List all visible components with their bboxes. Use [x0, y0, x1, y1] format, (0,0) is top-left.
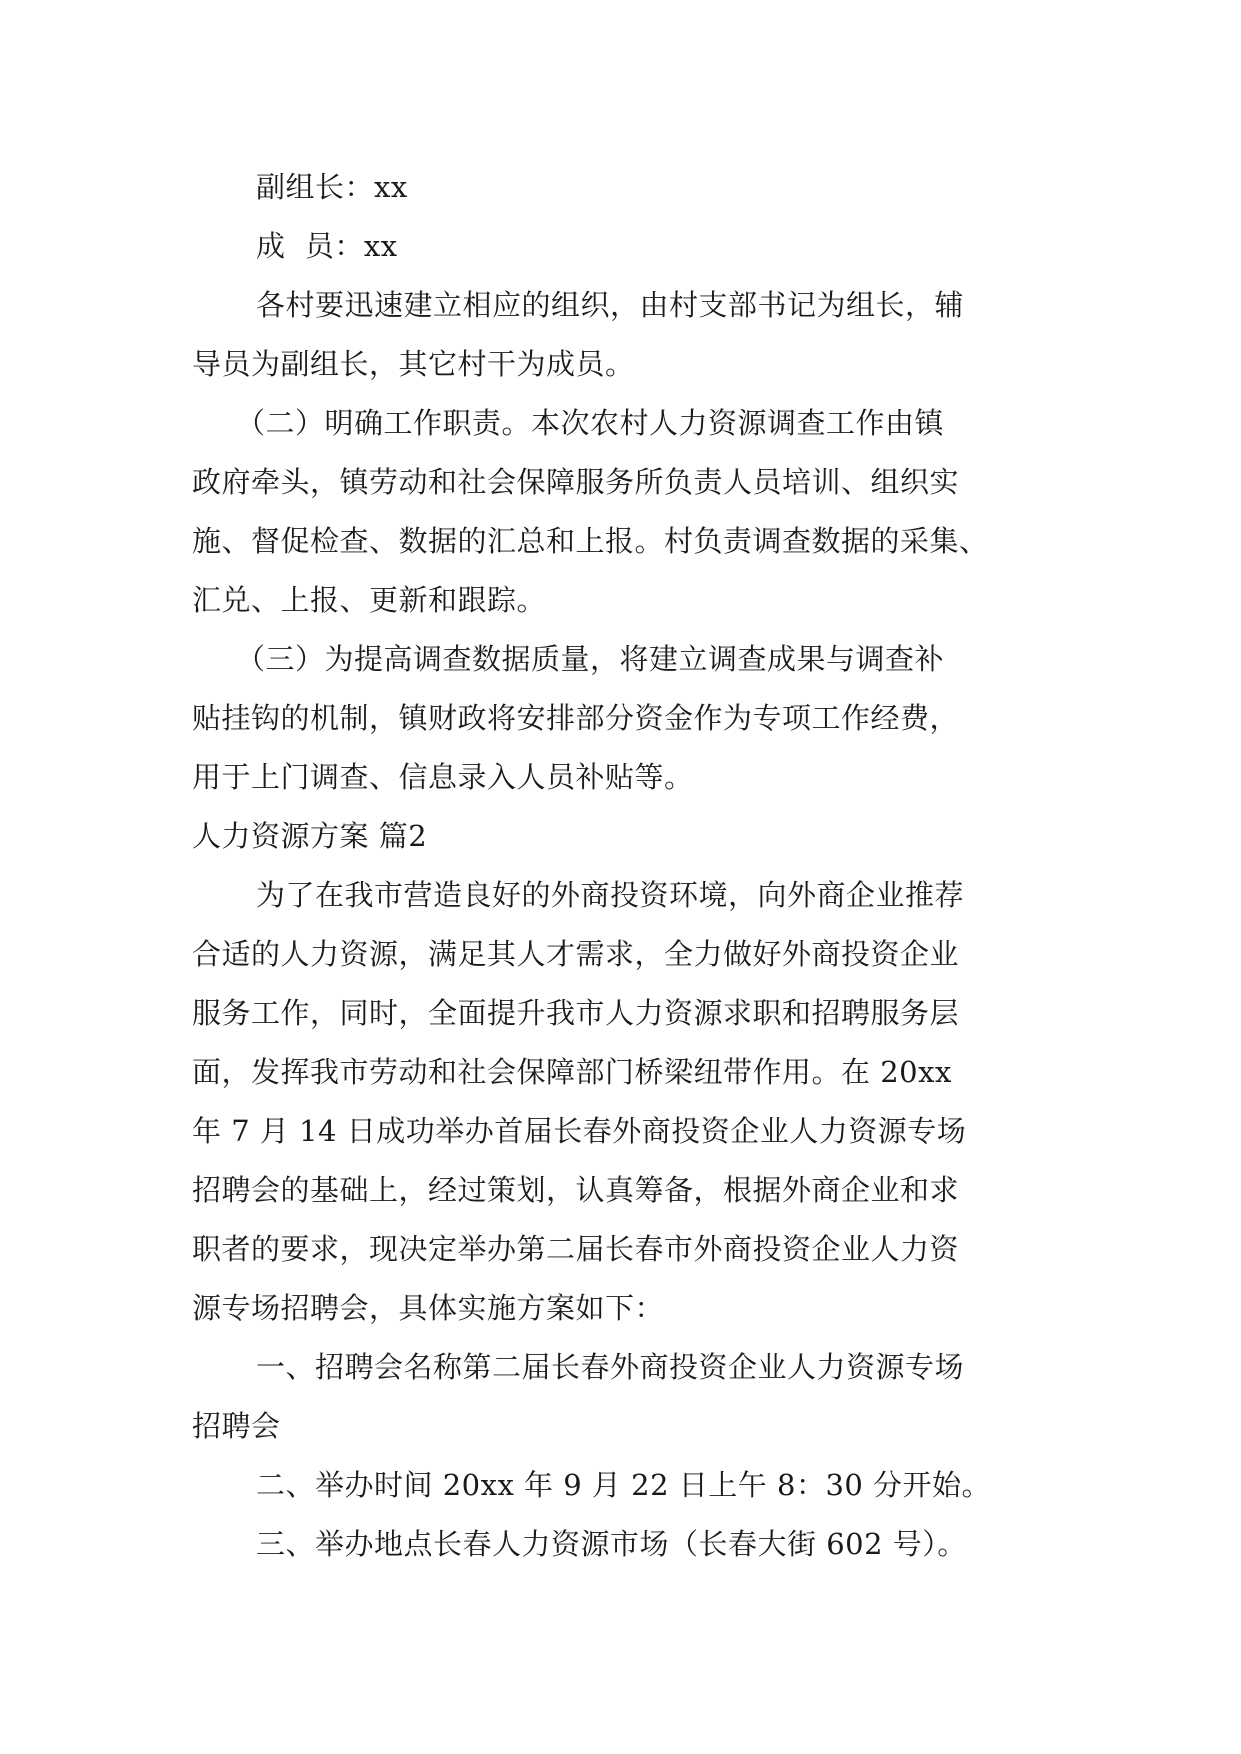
document-page — [192, 158, 1052, 1574]
text-line: 招聘会 — [192, 1409, 281, 1443]
text-line: 合适的人力资源，满足其人才需求，全力做好外商投资企业 — [192, 937, 960, 971]
text-line: 服务工作，同时，全面提升我市人力资源求职和招聘服务层 — [192, 996, 960, 1030]
text-line: 用于上门调查、信息录入人员补贴等。 — [192, 760, 694, 794]
text-line: 成 员：xx — [256, 229, 398, 263]
text-line: 政府牵头，镇劳动和社会保障服务所负责人员培训、组织实 — [192, 465, 960, 499]
text-line: 职者的要求，现决定举办第二届长春市外商投资企业人力资 — [192, 1232, 960, 1266]
text-line: 一、招聘会名称第二届长春外商投资企业人力资源专场 — [256, 1350, 965, 1384]
text-line: 为了在我市营造良好的外商投资环境，向外商企业推荐 — [256, 878, 965, 912]
text-line: 各村要迅速建立相应的组织，由村支部书记为组长，辅 — [256, 288, 965, 322]
text-line: （三）为提高调查数据质量，将建立调查成果与调查补 — [236, 642, 945, 676]
text-line: 二、举办时间 20xx 年 9 月 22 日上午 8：30 分开始。 — [256, 1468, 992, 1502]
text-line: （二）明确工作职责。本次农村人力资源调查工作由镇 — [236, 406, 945, 440]
text-line: 源专场招聘会，具体实施方案如下： — [192, 1291, 665, 1325]
text-line: 副组长：xx — [256, 170, 408, 204]
text-line: 面，发挥我市劳动和社会保障部门桥梁纽带作用。在 20xx — [192, 1055, 952, 1089]
text-line: 导员为副组长，其它村干为成员。 — [192, 347, 635, 381]
text-line: 三、举办地点长春人力资源市场（长春大街 602 号）。 — [256, 1527, 967, 1561]
text-line: 招聘会的基础上，经过策划，认真筹备，根据外商企业和求 — [192, 1173, 960, 1207]
text-line: 施、督促检查、数据的汇总和上报。村负责调查数据的采集、 — [192, 524, 989, 558]
section-heading: 人力资源方案 篇2 — [192, 819, 428, 853]
text-line: 汇兑、上报、更新和跟踪。 — [192, 583, 547, 617]
text-line: 贴挂钩的机制，镇财政将安排部分资金作为专项工作经费， — [192, 701, 960, 735]
text-line: 年 7 月 14 日成功举办首届长春外商投资企业人力资源专场 — [192, 1114, 967, 1148]
